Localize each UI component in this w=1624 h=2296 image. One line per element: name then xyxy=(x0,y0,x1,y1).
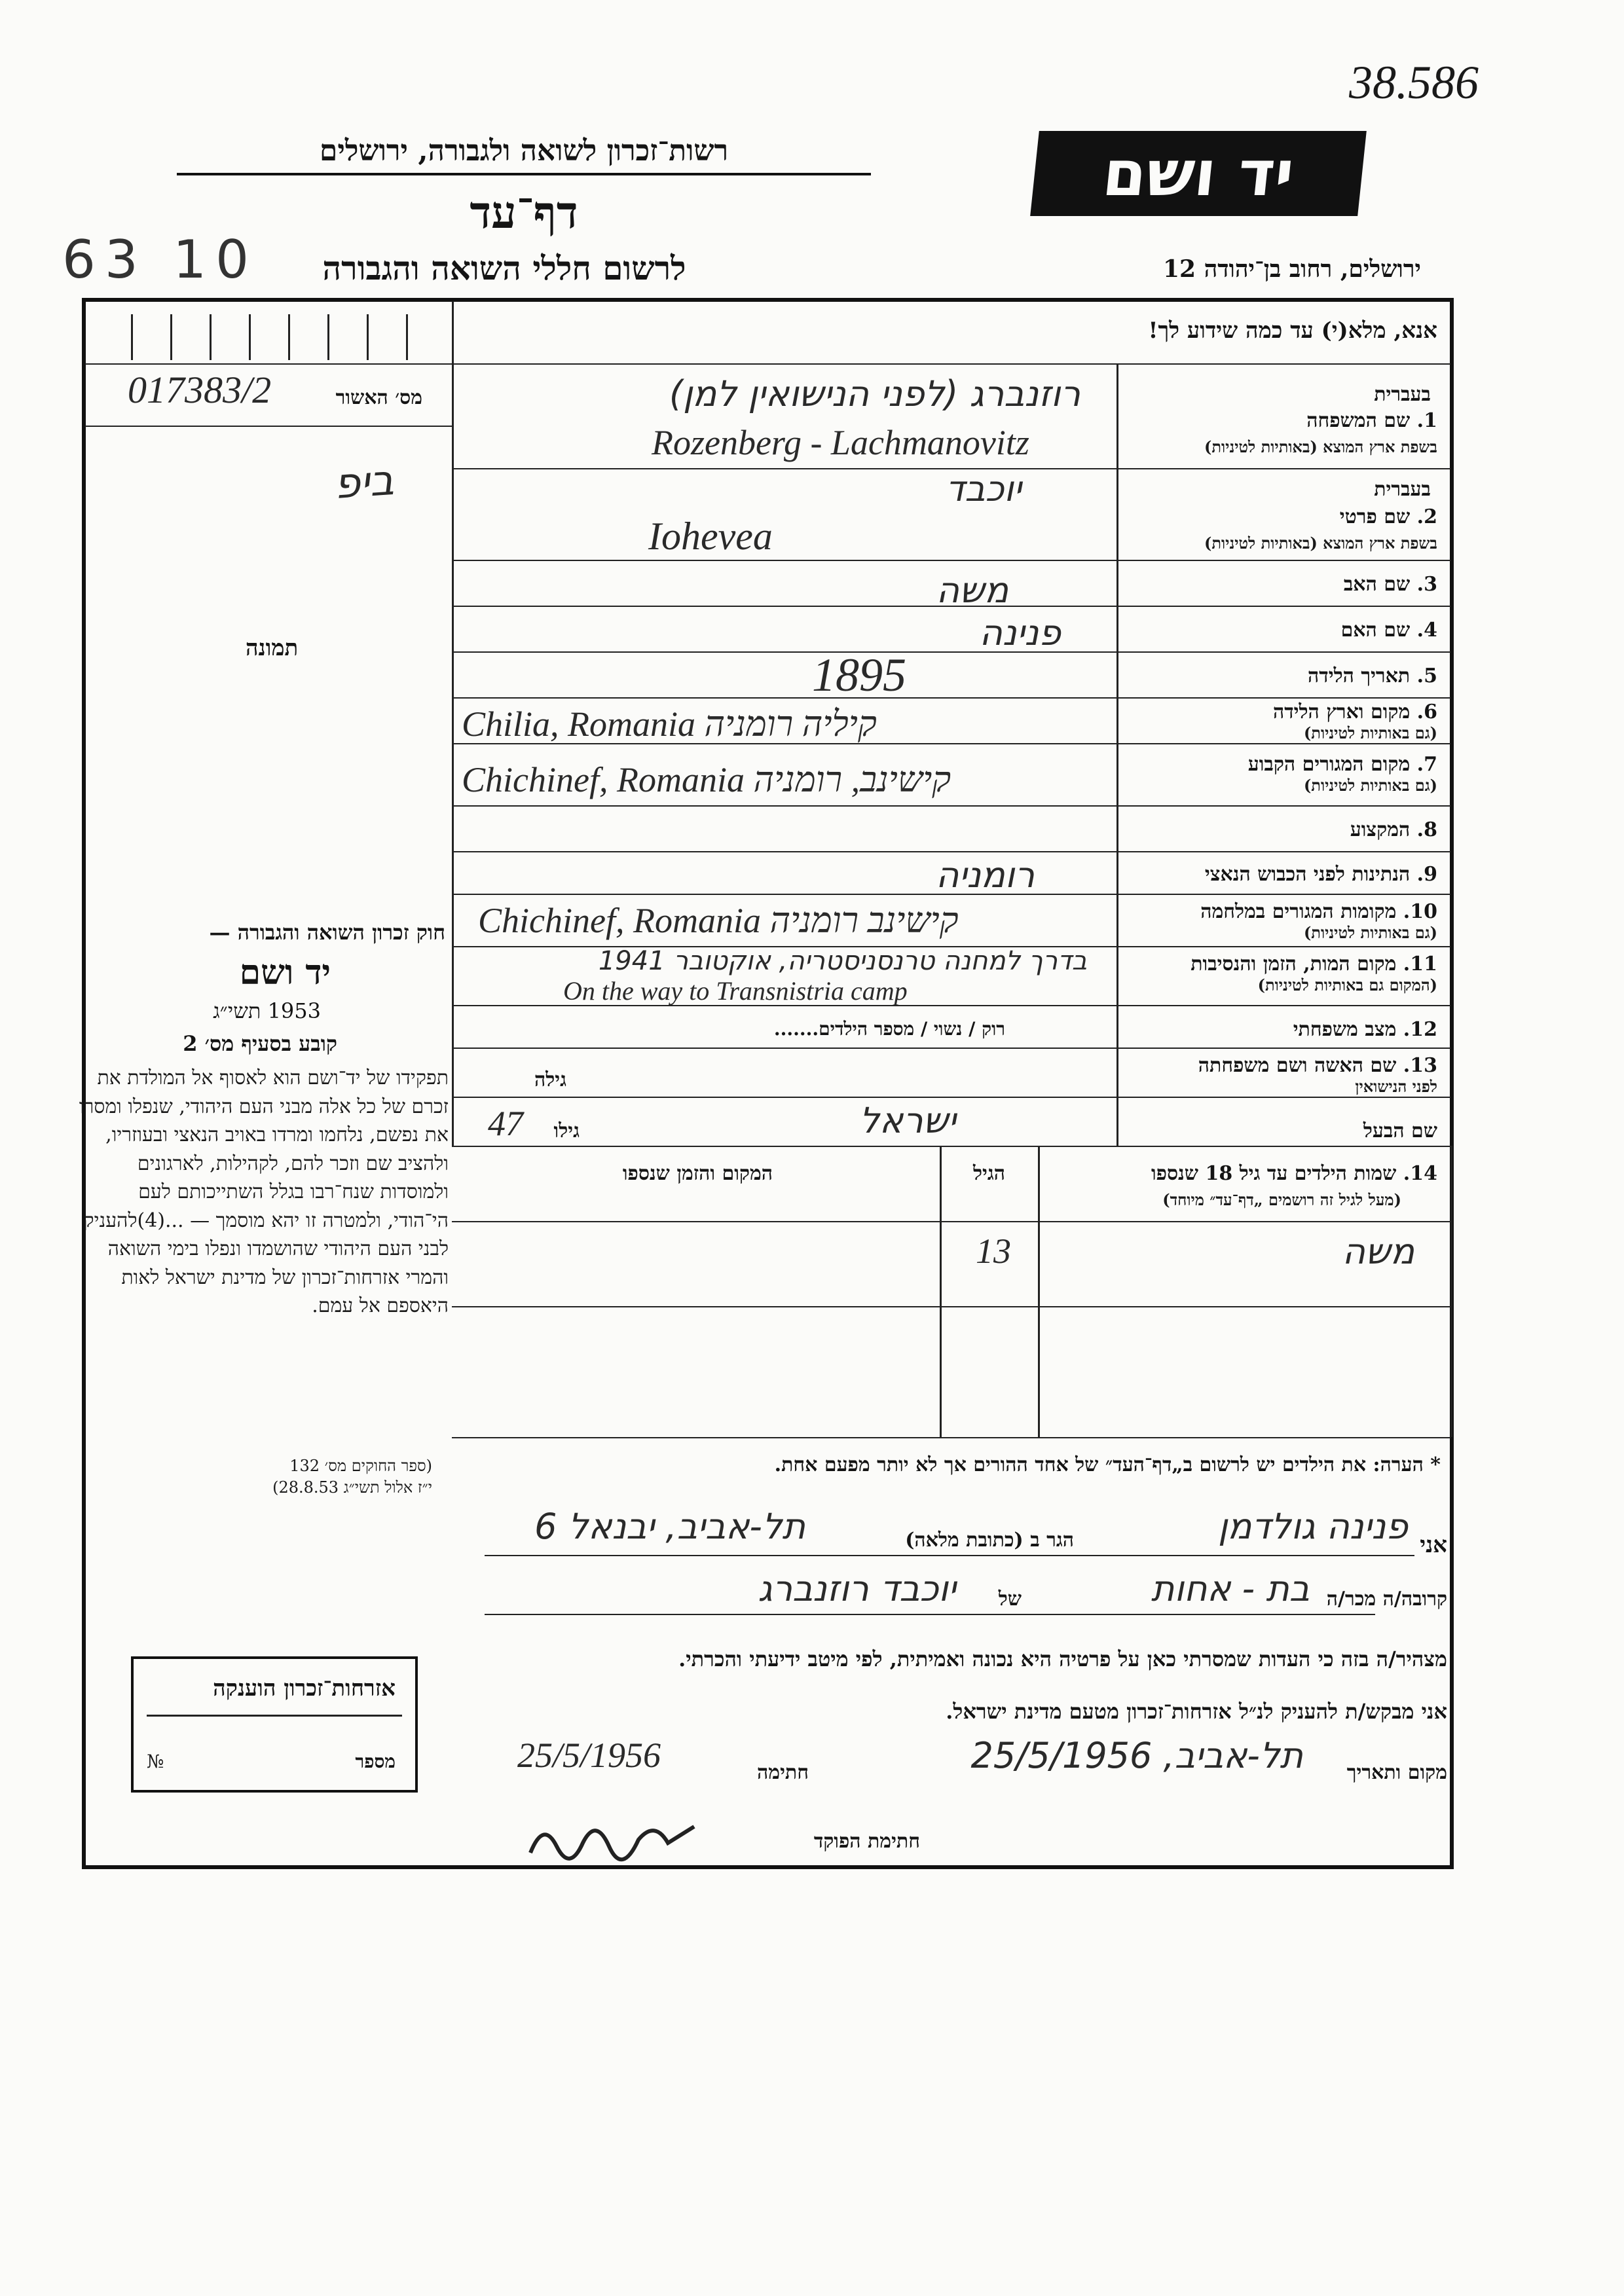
children-age-header: הגיל xyxy=(972,1162,1005,1185)
field-3-value: משה xyxy=(936,570,1008,611)
yad-vashem-logo xyxy=(1030,131,1367,216)
form-instruction: אנא, מלא(י) עד כמה שידוע לך! xyxy=(1148,318,1437,344)
law-reference-2: י״ז אלול תשי״ג 28.8.53) xyxy=(272,1478,432,1497)
header-address: ירושלים, רחוב בן־יהודה 12 xyxy=(1162,255,1421,283)
field-9-label: 9. הנתינות לפני הכבוש הנאצי xyxy=(1204,863,1437,886)
row-line xyxy=(85,426,452,427)
row-line xyxy=(452,697,1450,699)
field-8-label: 8. המקצוע xyxy=(1350,818,1437,841)
row-line xyxy=(452,1146,1450,1147)
field-1-hebrew-tag: בעברית xyxy=(1374,383,1431,406)
declarant-address: תל-אביב, יבנאל 6 xyxy=(534,1506,805,1547)
signature-date: 25/5/1956 xyxy=(517,1736,661,1775)
row-line xyxy=(452,1437,1450,1438)
field-2-value-latin: Iohevea xyxy=(648,515,773,558)
child-name: משה xyxy=(1342,1231,1414,1272)
column-divider-left xyxy=(452,301,454,1146)
field-12-label: 12. מצב משפחתי xyxy=(1293,1018,1437,1041)
place-date-label: מקום ותאריך xyxy=(1346,1761,1447,1784)
field-7-label: 7. מקום המגורים הקבוע xyxy=(1247,753,1437,776)
children-label: 14. שמות הילדים עד גיל 18 שנספו xyxy=(1151,1162,1437,1185)
frame-right-edge xyxy=(1450,1146,1452,1437)
field-11-value-latin: On the way to Transnistria camp xyxy=(563,976,908,1006)
column-divider-name xyxy=(1038,1146,1040,1437)
officer-signature xyxy=(524,1807,720,1866)
law-year: 1953 תשי״ג xyxy=(213,998,321,1023)
archive-stamp-number: 38.586 xyxy=(1349,56,1479,109)
field-6-sublabel: (גם באותיות לטיניות) xyxy=(1303,723,1437,742)
award-box-title: אזרחות־זכרון הוענקה xyxy=(213,1675,396,1702)
row-line xyxy=(452,1221,1450,1222)
children-place-header: המקום והזמן שנספו xyxy=(622,1162,773,1185)
relation-label: קרובה/ה מכר/ה xyxy=(1326,1588,1447,1611)
field-10-label: 10. מקומות המגורים במלחמה xyxy=(1200,900,1437,923)
field-10-sublabel: (גם באותיות לטיניות) xyxy=(1303,923,1437,942)
children-sublabel: (מעל לגיל זה רושמים „דף־עד״ מיוחד) xyxy=(1162,1190,1401,1209)
field-6-label: 6. מקום וארץ הלידה xyxy=(1272,701,1437,723)
field-5-label: 5. תאריך הלידה xyxy=(1308,665,1437,687)
request-text: אני מבקש/ת להעניק לנ״ל אזרחות־זכרון מטעם מדינת ישראל. xyxy=(946,1699,1447,1724)
page-subtitle: לרשום חללי השואה והגבורה xyxy=(322,249,686,287)
field-2-sublabel: בשפת ארץ המוצא (באותיות לטיניות) xyxy=(1204,534,1437,553)
husband-label: שם הבעל xyxy=(1363,1120,1437,1142)
law-title: חוק זכרון השואה והגבורה — xyxy=(209,920,445,945)
field-7-value: Chichinef, Romania קישינב, רומניה xyxy=(462,760,951,799)
field-13-label: 13. שם האשה ושם משפחתה xyxy=(1198,1054,1437,1077)
row-line xyxy=(452,1048,1450,1049)
law-section: קובע בסעיף מס׳ 2 xyxy=(183,1031,337,1056)
relation-line xyxy=(485,1614,1375,1615)
field-4-label: 4. שם האם xyxy=(1340,619,1437,642)
signature-label: חתימה xyxy=(757,1761,809,1784)
field-3-label: 3. שם האב xyxy=(1343,573,1437,596)
page-title: דף־עד xyxy=(470,187,578,239)
registration-label: מס׳ האשור xyxy=(335,386,422,409)
declarant-residence-label: הגר ב (כתובת מלאה) xyxy=(905,1529,1074,1552)
award-number-label: מספר xyxy=(355,1751,396,1772)
declaration-text: מצהיר/ה בזה כי העדות שמסרתי כאן על פרטיה היא נכונה ואמיתית, לפי מיטב ידיעתי והכרתי. xyxy=(678,1647,1447,1671)
field-10-value: Chichinef, Romania קישינב רומניה xyxy=(478,901,959,940)
officer-signature-label: חתימת הפוקד xyxy=(813,1830,920,1853)
row-line xyxy=(452,851,1450,852)
husband-age-label: גילו xyxy=(553,1120,580,1142)
relation-value: בת - אחות xyxy=(1151,1568,1310,1609)
declarant-ani-label: אני xyxy=(1420,1532,1447,1558)
row-line xyxy=(452,363,1450,365)
field-5-value: 1895 xyxy=(812,649,906,701)
field-7-sublabel: (גם באותיות לטיניות) xyxy=(1303,776,1437,795)
field-2-label: 2. שם פרטי xyxy=(1339,505,1437,528)
law-reference-1: (ספר החוקים מס׳ 132 xyxy=(289,1457,432,1475)
field-11-label: 11. מקום המות, הזמן והנסיבות xyxy=(1190,953,1437,975)
row-line xyxy=(452,1097,1450,1098)
row-line xyxy=(452,560,1450,561)
row-line xyxy=(452,1306,1450,1307)
wife-age-label: גילה xyxy=(534,1068,566,1091)
child-age: 13 xyxy=(976,1231,1011,1271)
field-4-value: פנינה xyxy=(979,612,1061,653)
row-line xyxy=(85,363,452,365)
field-1-sublabel: בשפת ארץ המוצא (באותיות לטיניות) xyxy=(1204,437,1437,456)
field-6-value: Chilia, Romania קיליה רומניה xyxy=(462,704,877,744)
award-box-divider xyxy=(147,1715,402,1717)
field-2-value-hebrew: יוכבד xyxy=(945,468,1022,509)
photo-label: תמונה xyxy=(246,635,299,661)
field-1-label: 1. שם המשפחה xyxy=(1306,409,1437,432)
husband-value: ישראל xyxy=(859,1100,956,1141)
field-2-hebrew-tag: בעברית xyxy=(1374,478,1431,501)
of-label: של xyxy=(998,1588,1022,1611)
field-12-options: רוק / נשוי / מספר הילדים....... xyxy=(773,1018,1005,1040)
margin-number: 63 10 xyxy=(62,229,259,290)
memorial-citizenship-box xyxy=(131,1656,418,1793)
field-11-sublabel: (המקום גם באותיות לטיניות) xyxy=(1257,975,1437,994)
award-number-no: № xyxy=(147,1751,164,1772)
column-divider-age xyxy=(940,1146,942,1437)
form-note: * הערה: את הילדים יש לרשום ב„דף־העד״ של אחד ההורים אך לא יותר מפעם אחת. xyxy=(774,1453,1441,1476)
law-body: תפקידו של יד־ושם הוא לאסוף אל המולדת את זכרם של כל אלה מבני העם היהודי, שנפלו ומסרו את נפשם, נלחמו ומרדו באויב הנאצי ובעוזריו, ולהציב שם וזכר להם, לקהילות, לארגונים ולמוסדות שנח־רבו בגלל השתייכותם לעם הי־הודי, ולמטרה זו יהא מוסמך — ...(4)להעניק לבני העם היהודי שהושמדו ונפלו בימי השואה והמרי אזרחות־זכרון של מדינת ישראל לאות היאספם אל עמם. xyxy=(79,1066,449,1317)
header-organization: רשות־זכרון לשואה ולגבורה, ירושלים xyxy=(177,134,871,175)
column-divider-labels xyxy=(1116,363,1118,1146)
field-13-sublabel: לפני הנישואין xyxy=(1355,1077,1437,1096)
field-11-value-hebrew: בדרך למחנה טרנסניסטריה, אוקטובר 1941 xyxy=(598,946,1087,976)
of-name: יוכבד רוזנברג xyxy=(758,1568,956,1609)
registration-number: 017383/2 xyxy=(128,369,272,411)
field-1-value-latin: Rozenberg - Lachmanovitz xyxy=(652,423,1029,462)
law-name: יד ושם xyxy=(239,953,331,993)
row-line xyxy=(452,651,1450,653)
registration-note: ביפ xyxy=(332,456,396,509)
row-line xyxy=(452,805,1450,807)
declarant-name: פנינה גולדמן xyxy=(1217,1506,1408,1547)
place-date-value: תל-אביב, 25/5/1956 xyxy=(970,1735,1303,1776)
husband-age-value: 47 xyxy=(488,1104,523,1143)
logo-text: יד ושם xyxy=(1099,137,1298,210)
field-1-value-hebrew: רוזנברג (לפני הנישואין למן) xyxy=(669,373,1080,414)
declarant-line xyxy=(485,1555,1414,1556)
field-9-value: רומניה xyxy=(936,854,1035,896)
